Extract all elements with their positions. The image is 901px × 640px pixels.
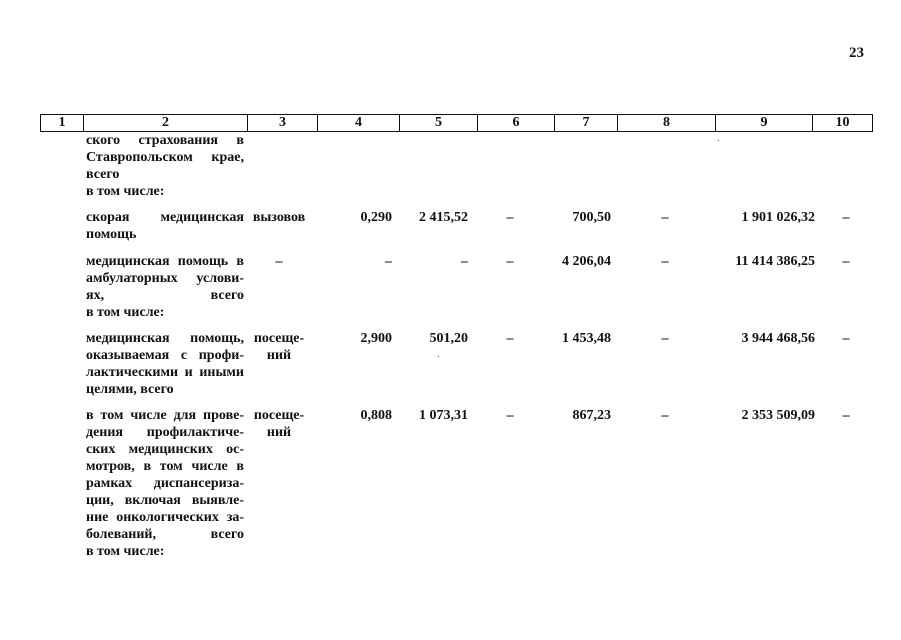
scan-speck <box>438 356 439 357</box>
cell-c7: 867,23 <box>572 408 611 423</box>
cell-c4: 0,290 <box>360 210 392 225</box>
cell-c3: посеще- ний <box>253 331 305 363</box>
cell-c3: – <box>275 254 283 269</box>
indicator-line: медицинская помощь, <box>86 331 244 346</box>
indicator-line: ских медицинских ос- <box>86 442 244 457</box>
indicator-line: в том числе для прове- <box>86 408 244 423</box>
cell-c9: 2 353 509,09 <box>741 408 815 423</box>
indicator-line: ние онкологических за- <box>86 510 244 525</box>
cell-c8: – <box>661 331 669 346</box>
indicator-line: всего <box>86 167 120 182</box>
cell-c3: посеще- ний <box>253 408 305 440</box>
cell-c8: – <box>661 408 669 423</box>
cell-c10: – <box>842 254 850 269</box>
indicator-line: болеваний, всего <box>86 527 244 542</box>
cell-c9: 11 414 386,25 <box>735 254 815 269</box>
indicator-line: мотров, в том числе в <box>86 459 244 474</box>
indicator-line: амбулаторных услови- <box>86 271 244 286</box>
cell-c4: 2,900 <box>360 331 392 346</box>
header-cell-10: 10 <box>812 115 872 131</box>
indicator-line: Ставропольском крае, <box>86 150 244 165</box>
cell-c10: – <box>842 331 850 346</box>
indicator-line: целями, всего <box>86 382 174 397</box>
cell-c9: 3 944 468,56 <box>741 331 815 346</box>
indicator-line: ского страхования в <box>86 133 244 148</box>
table-header-row <box>40 114 873 132</box>
cell-c10: – <box>842 408 850 423</box>
indicator-line: в том числе: <box>86 184 165 199</box>
cell-c7: 1 453,48 <box>562 331 611 346</box>
header-cell-9: 9 <box>715 115 812 131</box>
indicator-line: медицинская помощь в <box>86 254 244 269</box>
indicator-name <box>86 330 244 398</box>
indicator-name <box>86 209 244 243</box>
indicator-line: ях, всего <box>86 288 244 303</box>
header-cell-5: 5 <box>399 115 477 131</box>
cell-c6: – <box>506 254 514 269</box>
indicator-line: оказываемая с профи- <box>86 348 244 363</box>
indicator-line: в том числе: <box>86 544 165 559</box>
cell-c4: – <box>385 254 392 269</box>
header-cell-2: 2 <box>83 115 247 131</box>
cell-c5: – <box>461 254 468 269</box>
header-cell-7: 7 <box>554 115 617 131</box>
cell-c6: – <box>506 331 514 346</box>
cell-c10: – <box>842 210 850 225</box>
indicator-line: в том числе: <box>86 305 165 320</box>
cell-c9: 1 901 026,32 <box>741 210 815 225</box>
header-cell-4: 4 <box>317 115 399 131</box>
cell-c7: 4 206,04 <box>562 254 611 269</box>
indicator-line: помощь <box>86 227 137 242</box>
cell-c4: 0,808 <box>360 408 392 423</box>
indicator-name <box>86 132 244 200</box>
cell-c5: 2 415,52 <box>419 210 468 225</box>
header-cell-1: 1 <box>58 115 66 130</box>
indicator-line: скорая медицинская <box>86 210 244 225</box>
header-cell-8: 8 <box>617 115 715 131</box>
page-number: 23 <box>849 45 864 61</box>
indicator-name <box>86 407 244 560</box>
indicator-name <box>86 253 244 321</box>
cell-c5: 501,20 <box>429 331 468 346</box>
cell-c6: – <box>506 210 514 225</box>
cell-c6: – <box>506 408 514 423</box>
indicator-line: рамках диспансеризa- <box>86 476 244 491</box>
cell-c8: – <box>661 210 669 225</box>
header-cell-3: 3 <box>247 115 317 131</box>
cell-c3: вызовов <box>252 210 306 225</box>
header-cell-6: 6 <box>477 115 554 131</box>
cell-c5: 1 073,31 <box>419 408 468 423</box>
cell-c8: – <box>661 254 669 269</box>
scan-speck <box>718 140 719 141</box>
indicator-line: дения профилактиче- <box>86 425 244 440</box>
indicator-line: лактическими и иными <box>86 365 244 380</box>
indicator-line: ции, включая выявле- <box>86 493 244 508</box>
cell-c7: 700,50 <box>572 210 611 225</box>
